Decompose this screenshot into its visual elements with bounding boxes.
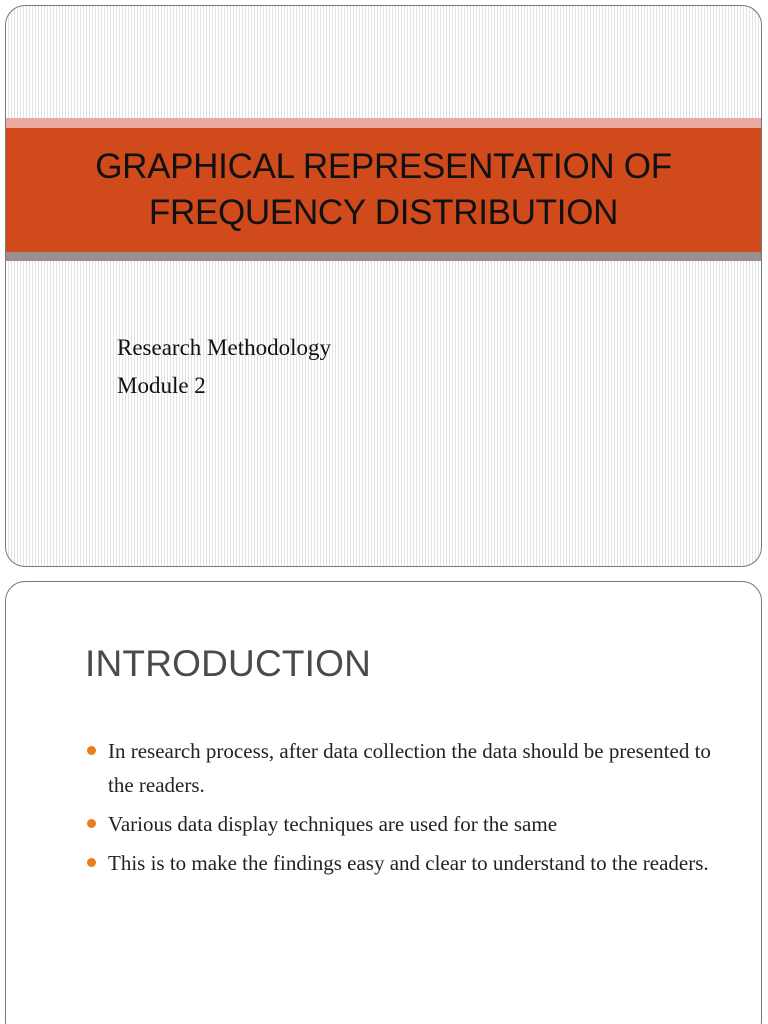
title-bottom-stripe bbox=[6, 252, 761, 261]
introduction-heading: INTRODUCTION bbox=[85, 643, 372, 684]
bullet-dot-icon bbox=[87, 819, 96, 828]
subtitle-line-1: Research Methodology bbox=[117, 335, 331, 360]
bullet-item bbox=[85, 807, 725, 841]
bullet-text: Various data display techniques are used for the same bbox=[108, 812, 558, 836]
bullet-text: This is to make the findings easy and clear to understand to the readers. bbox=[108, 851, 709, 875]
slide-title-line-1: GRAPHICAL REPRESENTATION OF bbox=[95, 147, 672, 186]
bullet-dot-icon bbox=[87, 746, 96, 755]
slide-title-line-2: FREQUENCY DISTRIBUTION bbox=[148, 193, 619, 232]
title-slide bbox=[5, 5, 762, 567]
slide-subtitle bbox=[117, 329, 331, 405]
bullet-text: In research process, after data collection the data should be presented to the readers. bbox=[108, 739, 711, 797]
slide-title bbox=[95, 144, 672, 236]
subtitle-line-2: Module 2 bbox=[117, 373, 206, 398]
introduction-slide bbox=[5, 581, 762, 1024]
bullet-dot-icon bbox=[87, 858, 96, 867]
bullet-item bbox=[85, 846, 725, 880]
title-top-stripe bbox=[6, 118, 761, 128]
bullet-list bbox=[85, 734, 725, 885]
title-band bbox=[6, 128, 761, 252]
bullet-item bbox=[85, 734, 725, 802]
